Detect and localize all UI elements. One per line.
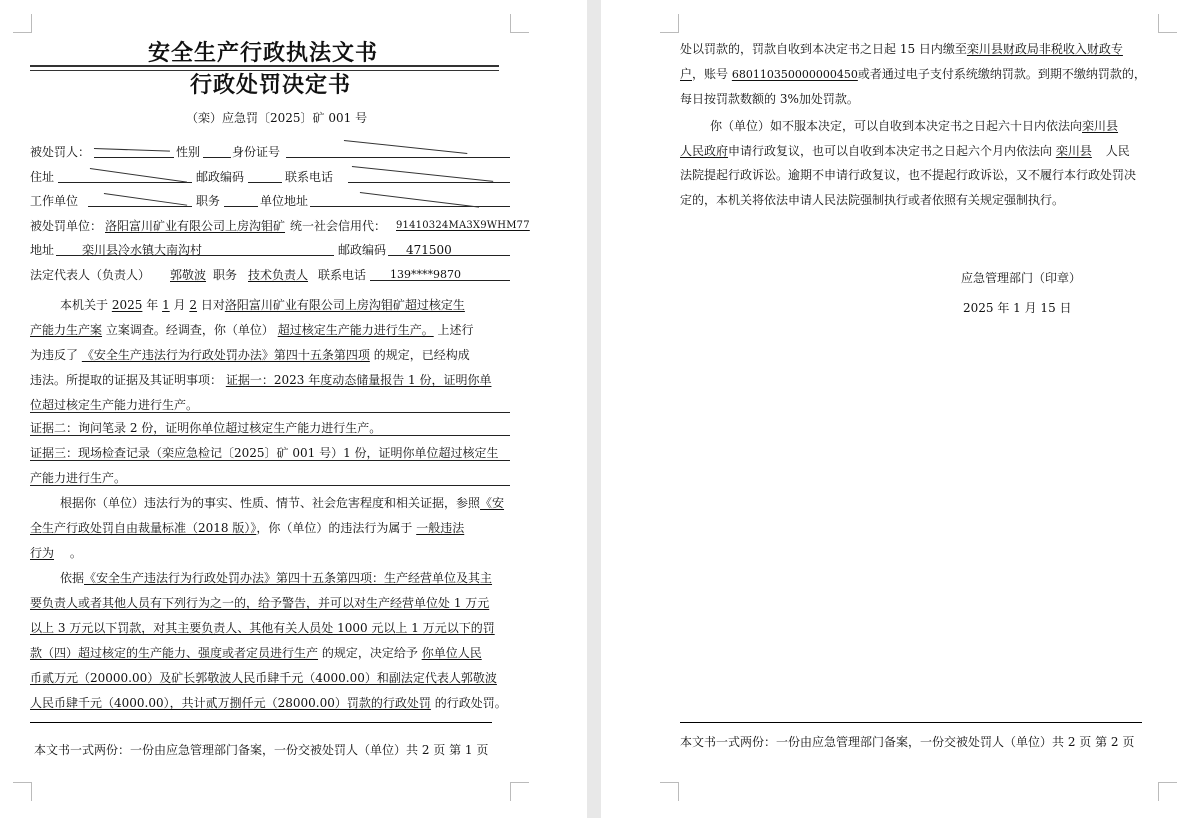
blank-line — [203, 157, 231, 158]
label-id-number: 身份证号 — [232, 145, 281, 159]
crop-mark — [510, 14, 529, 33]
blank-line — [348, 182, 510, 183]
page-footer: 本文书一式两份：一份由应急管理部门备案，一份交被处罚人（单位）共 2 页 第 2 页 — [680, 735, 1135, 749]
document-number: （栾）应急罚〔2025〕矿 001 号 — [186, 111, 368, 125]
underline-rule — [30, 412, 510, 413]
label-rep-position: 职务 — [213, 268, 238, 282]
strike-slash — [90, 168, 187, 183]
para3-line4: 款（四）超过核定的生产能力、强度或者定员进行生产 的规定，决定给予 你单位人民 — [30, 646, 482, 660]
para1-line3: 为违反了 《安全生产违法行为行政处罚办法》第四十五条第四项 的规定，已经构成 — [30, 348, 470, 362]
para1-line2: 产能力生产案 立案调查。经调查，你（单位） 超过核定生产能力进行生产。 上述行 — [30, 323, 474, 337]
para1-line1: 本机关于 2025 年 1 月 2 日对洛阳富川矿业有限公司上房沟钼矿超过核定生 — [60, 298, 465, 312]
footer-rule — [680, 722, 1142, 723]
crop-mark — [1158, 782, 1177, 801]
underline-rule — [30, 435, 510, 436]
label-credit-code: 统一社会信用代： — [290, 219, 387, 233]
blank-line — [94, 157, 174, 158]
blank-line — [224, 206, 258, 207]
label-unit-address: 单位地址 — [260, 194, 309, 208]
p2-line2: 户，账号 680110350000000450或者通过电子支付系统缴纳罚款。到期不缴纳罚款的， — [680, 67, 1146, 81]
decision-date: 2025 年 1 月 15 日 — [963, 301, 1072, 315]
label-phone: 联系电话 — [285, 170, 334, 184]
crop-mark — [660, 14, 679, 33]
title-line-2: 行政处罚决定书 — [190, 72, 352, 98]
title-double-rule — [30, 65, 499, 71]
para3-line2: 要负责人或者其他人员有下列行为之一的，给予警告，并可以对生产经营单位处 1 万元 — [30, 596, 490, 610]
blank-line — [88, 206, 192, 207]
footer-rule — [30, 722, 492, 723]
blank-line — [286, 157, 510, 158]
para3-line3: 以上 3 万元以下罚款，对其主要负责人、其他有关人员处 1000 元以上 1 万元以下的罚 — [30, 621, 495, 635]
label-employer: 工作单位 — [30, 194, 79, 208]
evidence-3-line1: 证据三：现场检查记录（栾应急检记〔2025〕矿 001 号）1 份，证明你单位超过核定生 — [30, 446, 499, 460]
label-person: 被处罚人： — [30, 145, 91, 159]
blank-line — [58, 182, 192, 183]
rep-phone: 139****9870 — [390, 268, 461, 281]
strike-slash — [352, 166, 493, 182]
crop-mark — [1158, 14, 1177, 33]
underline-rule — [30, 460, 510, 461]
p2-line4: 你（单位）如不服本决定，可以自收到本决定书之日起六十日内依法向栾川县 — [710, 119, 1119, 133]
blank-line — [310, 206, 510, 207]
seal-label: 应急管理部门（印章） — [961, 271, 1082, 285]
blank-line — [248, 182, 282, 183]
label-unit: 被处罚单位： — [30, 219, 103, 233]
strike-slash — [94, 148, 170, 152]
crop-mark — [13, 782, 32, 801]
p2-line6: 法院提起行政诉讼。逾期不申请行政复议，也不提起行政诉讼，又不履行本行政处罚决 — [680, 168, 1137, 182]
crop-mark — [510, 782, 529, 801]
strike-slash — [104, 193, 187, 206]
page-footer: 本文书一式两份：一份由应急管理部门备案，一份交被处罚人（单位）共 2 页 第 1 页 — [34, 743, 489, 757]
unit-address: 栾川县冷水镇大南沟村 — [82, 243, 203, 257]
strike-slash — [344, 140, 467, 154]
p2-line1: 处以罚款的，罚款自收到本决定书之日起 15 日内缴至栾川县财政局非税收入财政专 — [680, 42, 1123, 56]
p2-line7: 定的，本机关将依法申请人民法院强制执行或者依照有关规定强制执行。 — [680, 193, 1065, 207]
document-page-2 — [601, 0, 1192, 818]
label-position: 职务 — [196, 194, 221, 208]
underline-rule — [30, 485, 510, 486]
label-address: 住址 — [30, 170, 55, 184]
para2-line2: 全生产行政处罚自由裁量标准（2018 版）》，你（单位）的违法行为属于 一般违法 — [30, 521, 465, 535]
crop-mark — [660, 782, 679, 801]
label-gender: 性别 — [176, 145, 201, 159]
para1-line4: 违法。所提取的证据及其证明事项： 证据一：2023 年度动态储量报告 1 份，证明你单 — [30, 373, 492, 387]
credit-code: 91410324MA3X9WHM77 — [396, 220, 530, 231]
rep-position: 技术负责人 — [248, 268, 309, 282]
label-rep-phone: 联系电话 — [318, 268, 367, 282]
para3-line5: 币贰万元（20000.00）及矿长郭敬波人民币肆千元（4000.00）和副法定代表人郭敬波 — [30, 671, 497, 685]
document-page-1 — [0, 0, 587, 818]
evidence-2: 证据二：询问笔录 2 份，证明你单位超过核定生产能力进行生产。 — [30, 421, 382, 435]
p2-line5: 人民政府申请行政复议，也可以自收到本决定书之日起六个月内依法向 栾川县 人民 — [680, 144, 1130, 158]
p2-line3: 每日按罚款数额的 3%加处罚款。 — [680, 92, 859, 106]
label-postcode: 邮政编码 — [196, 170, 245, 184]
crop-mark — [13, 14, 32, 33]
label-unit-location: 地址 — [30, 243, 55, 257]
para2-line3: 行为 。 — [30, 546, 82, 560]
title-line-1: 安全生产行政执法文书 — [148, 40, 379, 66]
para1-line5: 位超过核定生产能力进行生产。 — [30, 398, 199, 412]
evidence-3-line2: 产能力进行生产。 — [30, 471, 127, 485]
para3-line1: 依据《安全生产违法行为行政处罚办法》第四十五条第四项：生产经营单位及其主 — [60, 571, 493, 585]
unit-postcode: 471500 — [406, 243, 452, 257]
unit-name: 洛阳富川矿业有限公司上房沟钼矿 — [105, 219, 286, 233]
para3-line6: 人民币肆千元（4000.00），共计贰万捌仟元（28000.00）罚款的行政处罚 的行政处罚。 — [30, 696, 507, 710]
legal-rep-name: 郭敬波 — [170, 268, 207, 282]
para2-line1: 根据你（单位）违法行为的事实、性质、情节、社会危害程度和相关证据，参照《安 — [60, 496, 505, 510]
label-legal-rep: 法定代表人（负责人） — [30, 268, 151, 282]
label-unit-postcode: 邮政编码 — [338, 243, 387, 257]
